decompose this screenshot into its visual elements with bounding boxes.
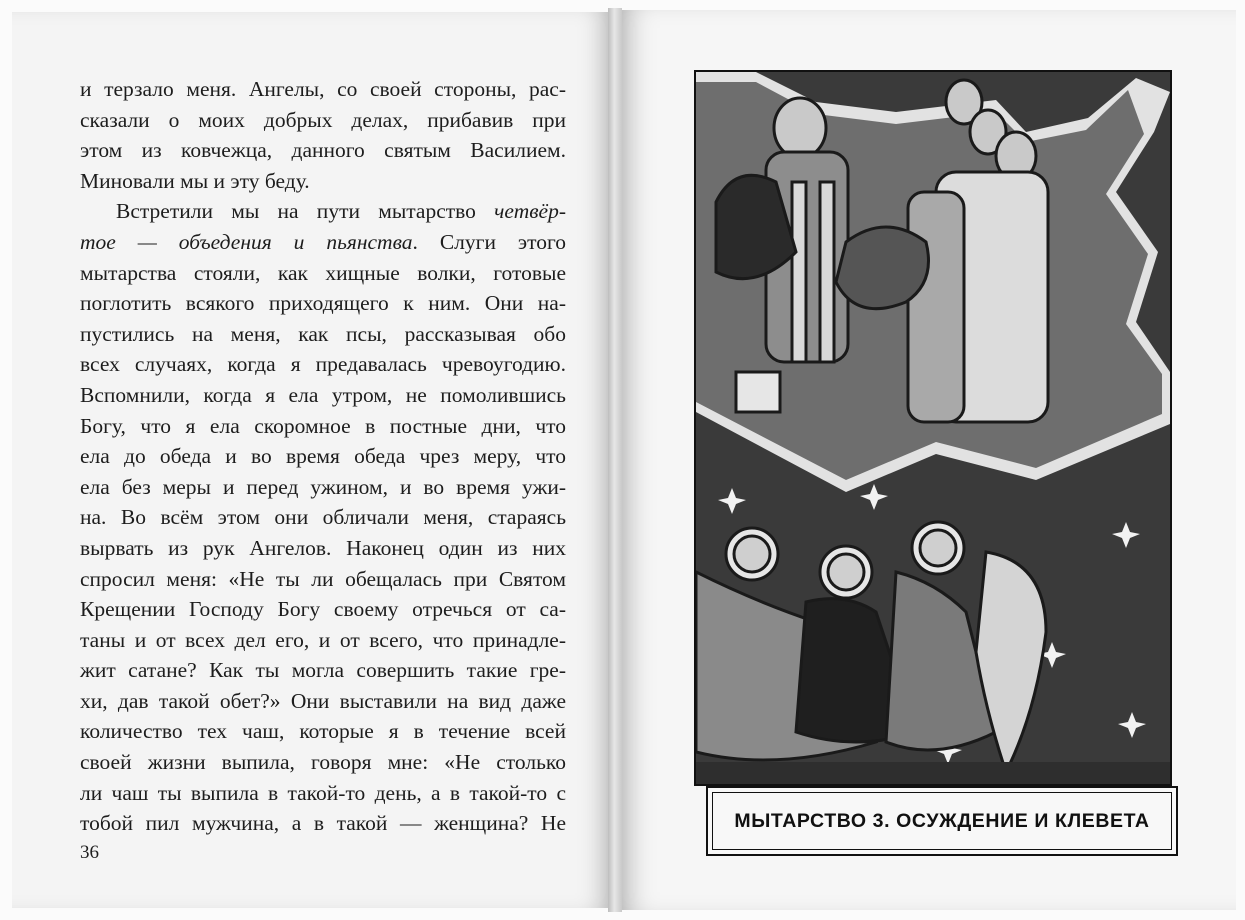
left-page-text bbox=[80, 74, 566, 839]
text-line-24: ли чаш ты выпила в такой-то день, а в такой-то с bbox=[80, 780, 566, 805]
text-line-20: жит сатане? Как ты могла совершить такие гре- bbox=[80, 658, 566, 683]
text-line-23: своей жизни выпила, говоря мне: «Не столько bbox=[80, 750, 566, 775]
book-gutter bbox=[608, 8, 622, 912]
text-line-13: ела до обеда и во время обеда чрез меру, что bbox=[80, 444, 566, 469]
text-line-7: мытарства стояли, как хищные волки, готовые bbox=[80, 260, 566, 285]
caption-box bbox=[706, 786, 1178, 856]
text-line-10: всех случаях, когда я предавалась чревоугодию. bbox=[80, 352, 566, 377]
text-line-14: ела без меры и перед ужином, и во время ужи- bbox=[80, 474, 566, 499]
text-line-16: вырвать из рук Ангелов. Наконец один из них bbox=[80, 535, 566, 560]
text-line-8: поглотить всякого приходящего к ним. Они на- bbox=[80, 291, 566, 316]
text-line-11: Вспомнили, когда я ела утром, не помолившись bbox=[80, 382, 566, 407]
text-line-22: количество тех чаш, которые я в течение всей bbox=[80, 719, 566, 744]
text-line-4: Миновали мы и эту беду. bbox=[80, 168, 310, 193]
text-line-2: сказали о моих добрых делах, прибавив при bbox=[80, 107, 566, 132]
text-line-5-start: Встретили мы на пути мытарство bbox=[116, 199, 495, 224]
text-line-5 bbox=[80, 196, 566, 227]
page-number: 36 bbox=[80, 842, 99, 863]
caption-text: МЫТАРСТВО 3. ОСУЖДЕНИЕ И КЛЕВЕТА bbox=[734, 809, 1150, 832]
text-line-21: хи, дав такой обет?» Они выставили на вид даже bbox=[80, 688, 566, 713]
illustration-svg bbox=[696, 72, 1170, 784]
text-line-15: на. Во всём этом они обличали меня, стараясь bbox=[80, 505, 566, 530]
italic-text-gluttony: тое — объедения и пьянства bbox=[80, 229, 413, 254]
text-line-25: тобой пил мужчина, а в такой — женщина? Не bbox=[80, 811, 566, 836]
italic-text-fourth: четвёр- bbox=[494, 199, 566, 224]
text-line-17: спросил меня: «Не ты ли обещалась при Святом bbox=[80, 566, 566, 591]
text-line-18: Крещении Господу Богу своему отречься от са- bbox=[80, 597, 566, 622]
text-line-3: этом из ковчежца, данного святым Василием. bbox=[80, 138, 566, 163]
text-line-6 bbox=[80, 227, 566, 258]
illustration bbox=[694, 70, 1172, 786]
text-line-9: пустились на меня, как псы, рассказывая обо bbox=[80, 321, 566, 346]
text-line-1: и терзало меня. Ангелы, со своей стороны, рас- bbox=[80, 77, 566, 101]
illustration-bottom-band bbox=[696, 762, 1170, 784]
text-line-6-tail: . Слуги этого bbox=[412, 229, 566, 254]
text-line-19: таны и от всех дел его, и от всего, что принадле- bbox=[80, 627, 566, 652]
text-line-12: Богу, что я ела скоромное в постные дни, что bbox=[80, 413, 566, 438]
